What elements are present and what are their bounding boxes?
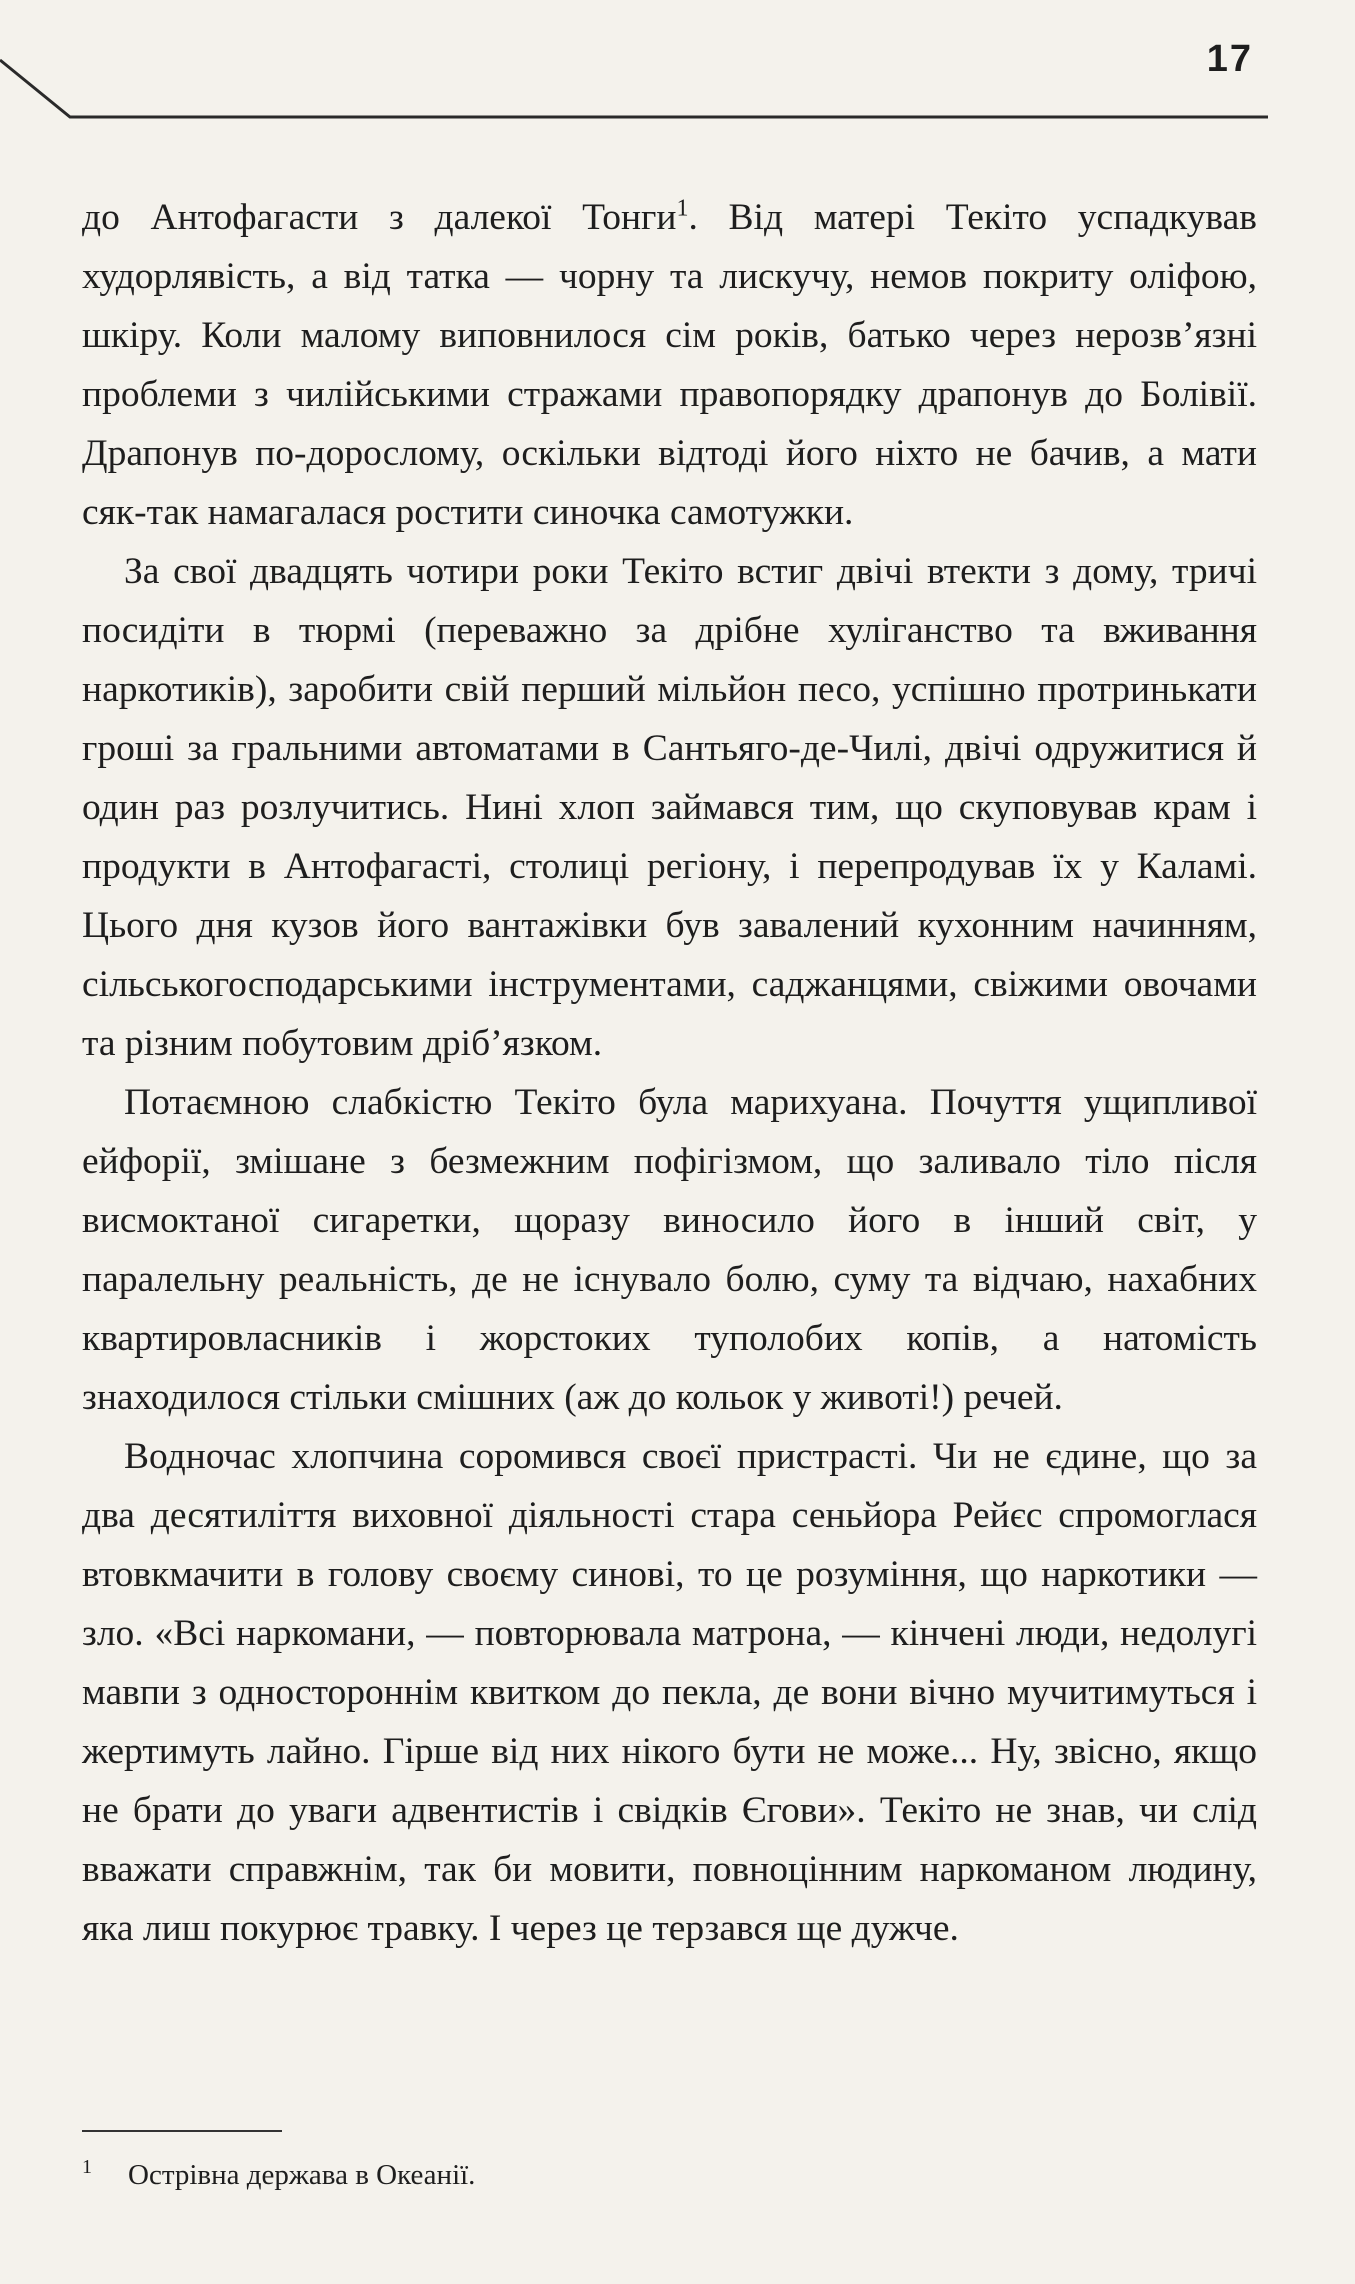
paragraph-2: За свої двадцять чотири роки Текіто встиг двічі втекти з дому, тричі посидіти в тюрмі (переважно за дрібне хуліганство та вживання наркотиків), заробити свій перший мільйон песо, успішно протринькати гроші за гральними автоматами в Сантьяго-де-Чилі, двічі одружитися й один раз розлучитись. Нині хлоп займався тим, що скуповував крам і продукти в Антофагасті, столиці регіону, і перепродував їх у Каламі. Цього дня кузов його вантажівки був завалений кухонним начинням, сільськогосподарськими інструментами, саджанцями, свіжими овочами та різним побутовим дріб’язком. [82,551,1257,1064]
footnote-text: Острівна держава в Океанії. [128,2159,476,2191]
page-header [0,0,1355,130]
paragraph-1 [82,188,1257,542]
paragraph-3: Потаємною слабкістю Текіто була марихуана. Почуття ущипливої ейфорії, змішане з безмежним пофігізмом, що заливало тіло після висмоктаної сигаретки, щоразу виносило його в інший світ, у паралельну реальність, де не існувало болю, суму та відчаю, нахабних квартировласників і жорстоких туполобих копів, а натомість знаходилося стільки смішних (аж до кольок у животі!) речей. [82,1082,1257,1418]
footnote-divider [82,2130,282,2132]
body-text [82,188,1257,1958]
paragraph-4: Водночас хлопчина соромився своєї пристрасті. Чи не єдине, що за два десятиліття виховної діяльності стара сеньйора Рейєс спромоглася втовкмачити в голову своєму синові, то це розуміння, що наркотики — зло. «Всі наркомани, — повторювала матрона, — кінчені люди, недолугі мавпи з одностороннім квитком до пекла, де вони вічно мучитимуться і жертимуть лайно. Гірше від них нікого бути не може... Ну, звісно, якщо не брати до уваги адвентистів і свідків Єгови». Текіто не знав, чи слід вважати справжнім, так би мовити, повноцінним наркоманом людину, яка лиш покурює травку. І через це терзався ще дужче. [82,1436,1257,1949]
paragraph-1-rest: . Від матері Текіто успадкував худорлявість, а від татка — чорну та лискучу, немов покриту оліфою, шкіру. Коли малому виповнилося сім років, батько через нерозв’язні проблеми з чилійськими стражами правопорядку драпонув до Болівії. Драпонув по-дорослому, оскільки відтоді його ніхто не бачив, а мати сяк-так намагалася ростити синочка самотужки. [82,197,1257,533]
header-rule-decoration [0,0,1355,130]
page-number: 17 [1206,38,1253,80]
paragraph-1-start: до Антофагасти з далекої Тонги [82,197,677,238]
footnote-reference: 1 [676,195,689,222]
footnote: 1 Острівна держава в Океанії. [82,2156,476,2191]
